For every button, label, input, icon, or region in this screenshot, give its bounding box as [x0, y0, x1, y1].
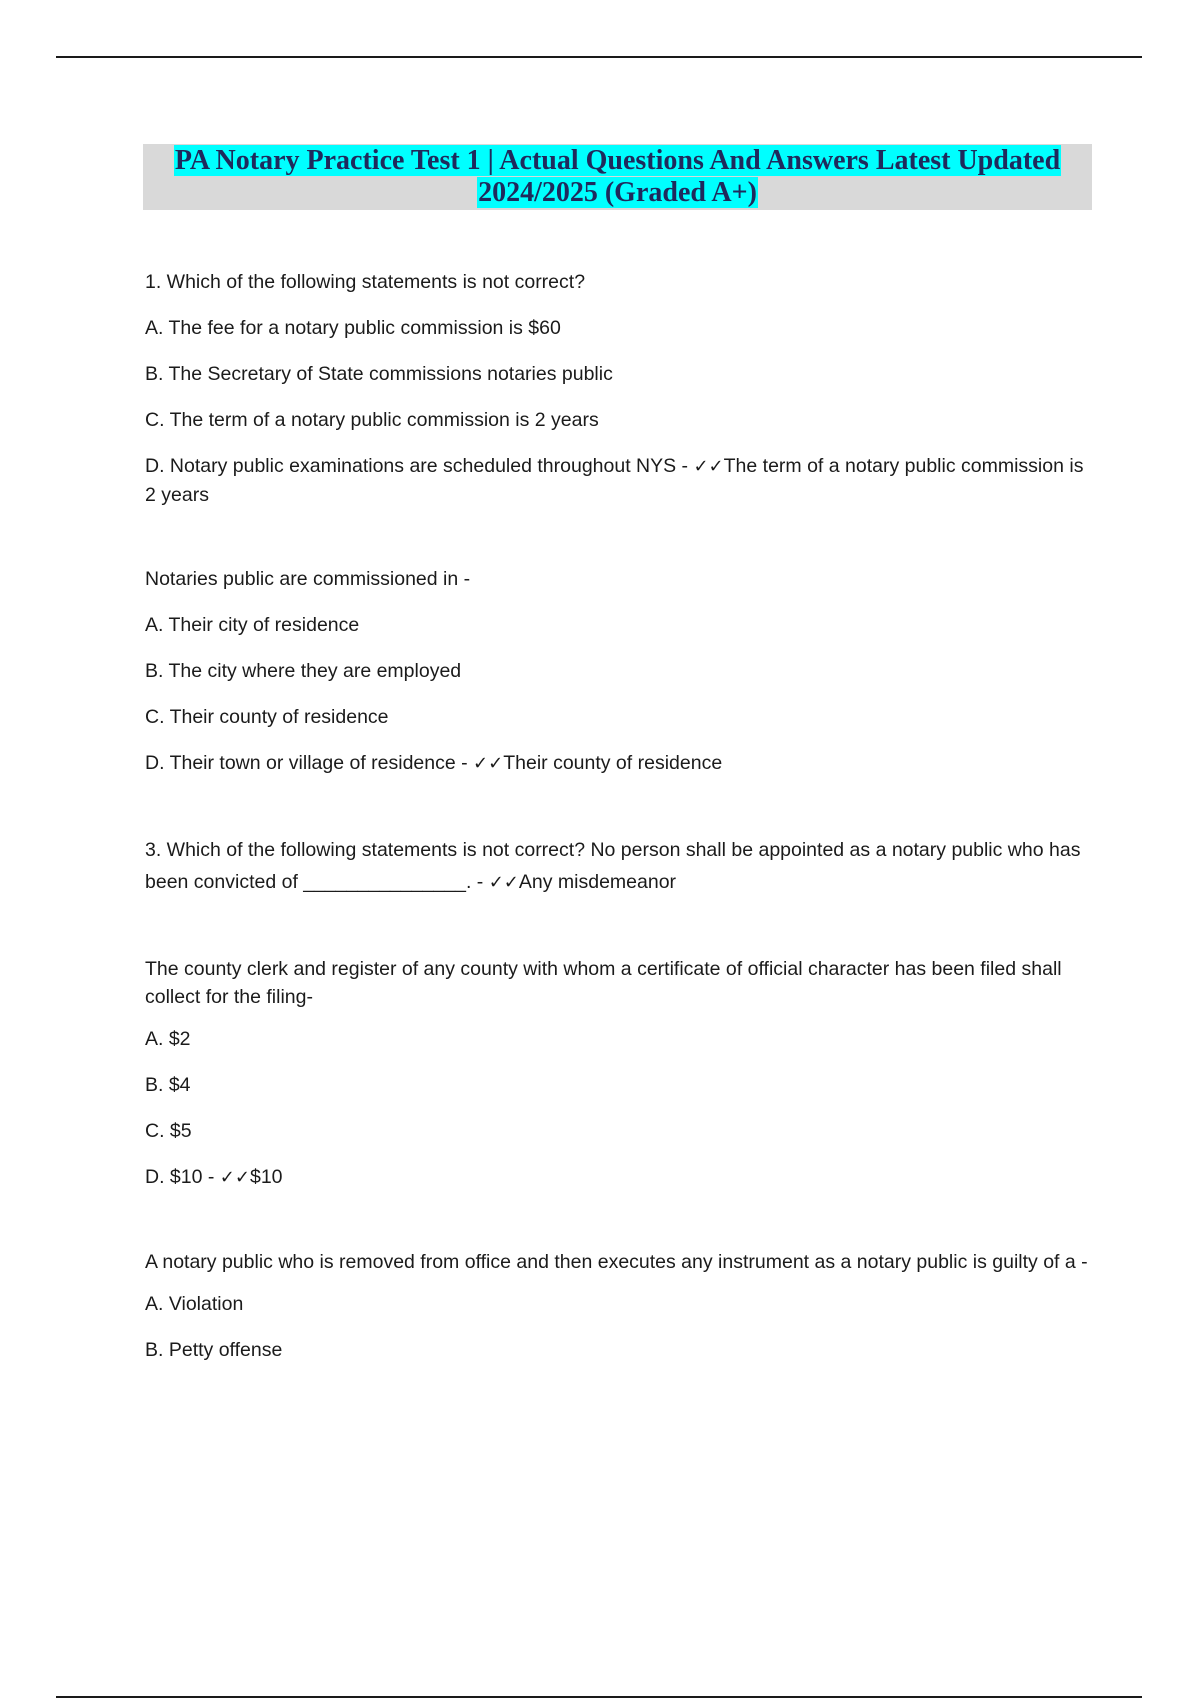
answer-option: D. Notary public examinations are scheduled throughout NYS - — [145, 455, 694, 477]
answer-option-with-answer — [145, 1163, 1095, 1192]
question-list — [145, 268, 1095, 1382]
answer-option: D. Their town or village of residence - — [145, 752, 474, 774]
title-line-2: 2024/2025 (Graded A+) — [478, 177, 757, 208]
question-prompt: 3. Which of the following statements is not correct? No person shall be appointed as a notary public who has been convicted of _______________. - — [145, 839, 1081, 893]
spacer — [145, 778, 1095, 834]
question-prompt: Notaries public are commissioned in - — [145, 568, 471, 590]
answer-option: B. $4 — [145, 1074, 191, 1096]
spacer — [145, 1192, 1095, 1248]
answer-option: C. Their county of residence — [145, 706, 389, 728]
spacer — [145, 509, 1095, 565]
document-title — [143, 144, 1092, 210]
correct-answer: Their county of residence — [503, 752, 723, 774]
answer-option: B. The city where they are employed — [145, 660, 462, 682]
correct-answer: The term of a notary public commission is 2 years — [145, 455, 1084, 506]
double-check-icon: ✓✓ — [473, 753, 504, 774]
spacer — [145, 899, 1095, 955]
correct-answer: Any misdemeanor — [518, 871, 677, 893]
answer-option: D. $10 - — [145, 1166, 220, 1188]
question-prompt: A notary public who is removed from office and then executes any instrument as a notary public is guilty of a - — [145, 1251, 1088, 1273]
double-check-icon: ✓✓ — [693, 456, 724, 477]
answer-option-with-answer — [145, 749, 1095, 778]
answer-option: A. $2 — [145, 1028, 191, 1050]
question-block — [145, 1248, 1095, 1364]
answer-option: B. Petty offense — [145, 1339, 283, 1361]
answer-option: A. Violation — [145, 1293, 244, 1315]
title-line-1: PA Notary Practice Test 1 | Actual Questions And Answers Latest Updated — [174, 145, 1061, 176]
answer-option: C. $5 — [145, 1120, 192, 1142]
correct-answer: $10 — [249, 1166, 283, 1188]
answer-option: A. The fee for a notary public commission is $60 — [145, 317, 561, 339]
question-block — [145, 565, 1095, 778]
answer-option-with-answer — [145, 452, 1095, 509]
double-check-icon: ✓✓ — [219, 1167, 250, 1188]
double-check-icon: ✓✓ — [488, 872, 519, 893]
question-block — [145, 834, 1095, 899]
question-block — [145, 955, 1095, 1192]
bottom-rule — [56, 1696, 1142, 1698]
question-prompt: 1. Which of the following statements is not correct? — [145, 271, 586, 293]
answer-option: C. The term of a notary public commission is 2 years — [145, 409, 599, 431]
top-rule — [56, 56, 1142, 58]
question-block — [145, 268, 1095, 509]
question-prompt: The county clerk and register of any county with whom a certificate of official character has been filed shall collect for the filing- — [145, 958, 1062, 1008]
answer-option: A. Their city of residence — [145, 614, 360, 636]
question-prompt-with-answer — [145, 834, 1095, 899]
answer-option: B. The Secretary of State commissions notaries public — [145, 363, 613, 385]
